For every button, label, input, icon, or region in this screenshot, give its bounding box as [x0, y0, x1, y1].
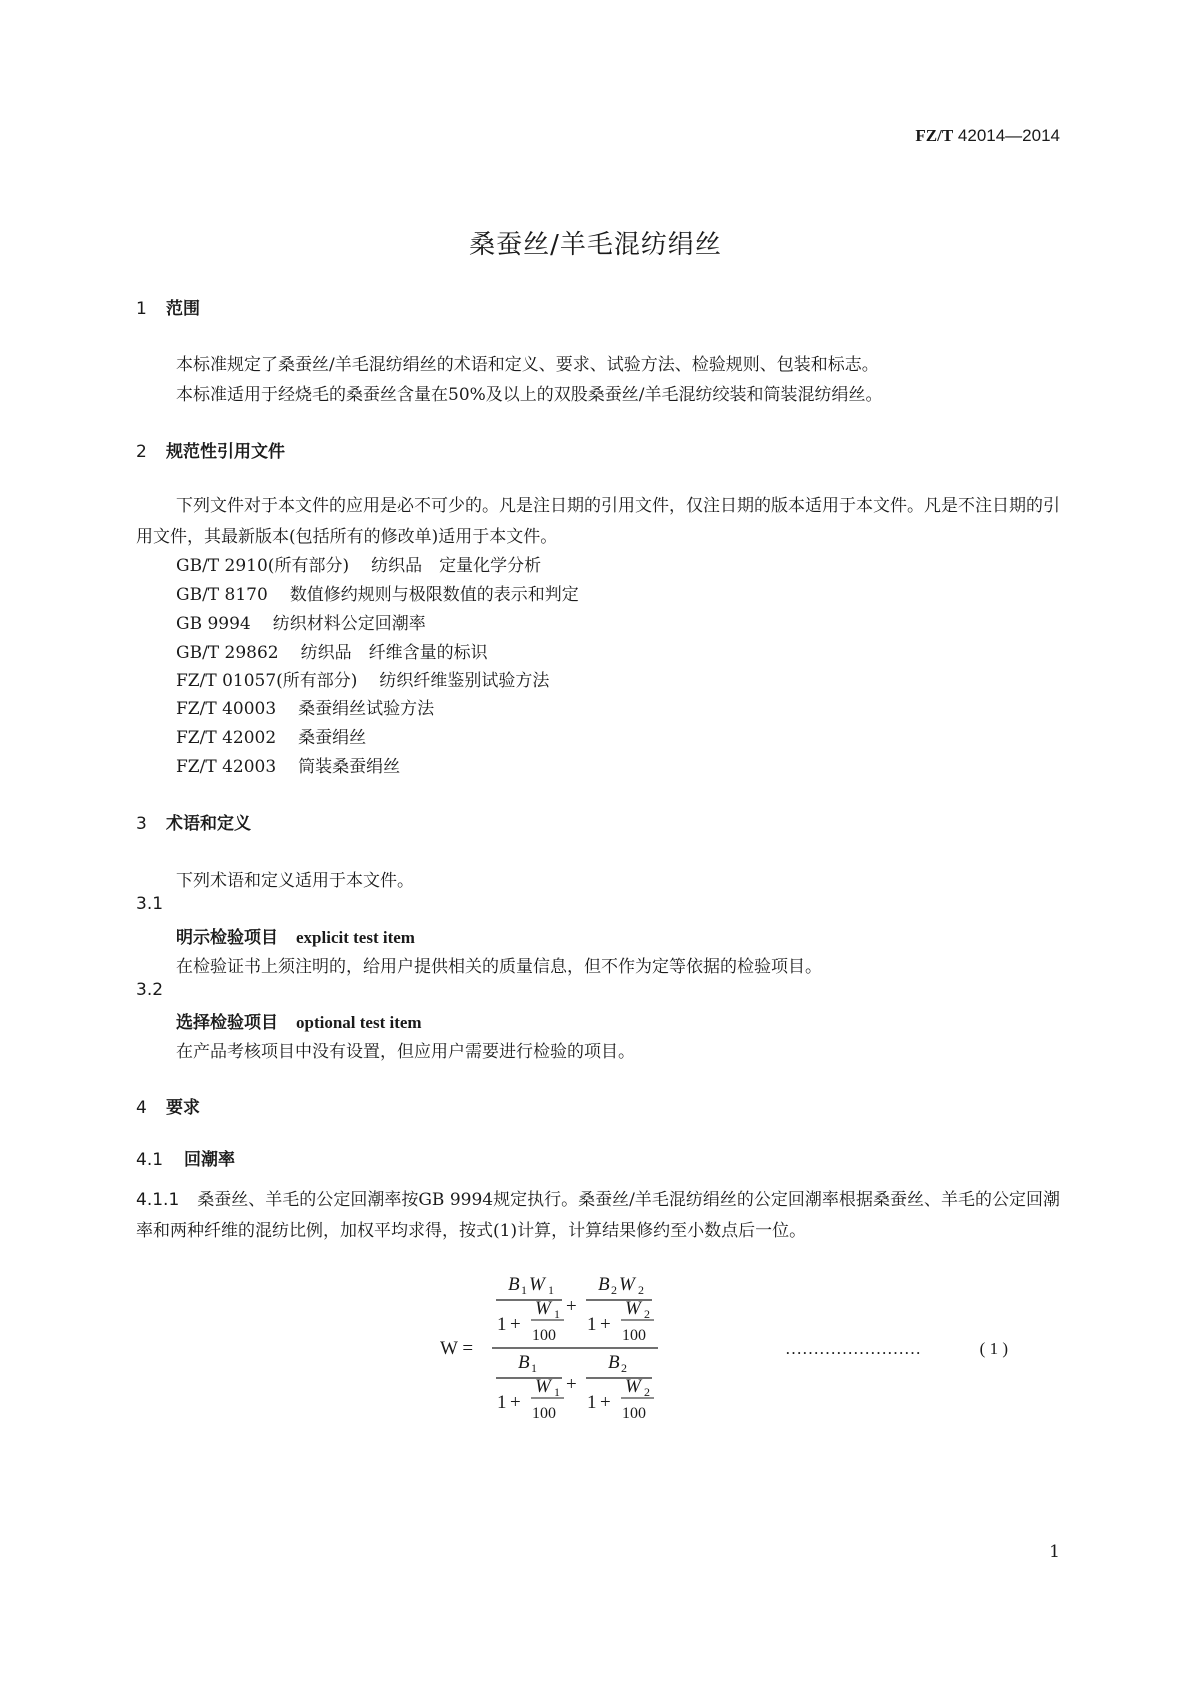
- term-definition: 在产品考核项目中没有设置，但应用户需要进行检验的项目。: [176, 1042, 635, 1062]
- reference-item: GB 9994 纺织材料公定回潮率: [176, 614, 426, 634]
- formula-sub: 1: [521, 1283, 527, 1297]
- section-4-heading: 4 要求: [136, 1098, 200, 1118]
- reference-item: FZ/T 42002 桑蚕绢丝: [176, 728, 367, 748]
- clause-text: 桑蚕丝、羊毛的公定回潮率按GB 9994规定执行。桑蚕丝/羊毛混纺绢丝的公定回潮率根据桑蚕丝、羊毛的公定回潮率和两种纤维的混纺比例，加权平均求得，按式(1)计算，计算结果修约至小数点后一位。: [136, 1190, 1060, 1241]
- equation-number: ( 1 ): [979, 1339, 1008, 1358]
- formula-w: W: [619, 1274, 635, 1295]
- formula-sub: 2: [638, 1283, 644, 1297]
- formula-plus: +: [510, 1392, 521, 1413]
- section-2-heading: 2 规范性引用文件: [136, 442, 285, 462]
- section-1-paragraph-2: 本标准适用于经烧毛的桑蚕丝含量在50%及以上的双股桑蚕丝/羊毛混纺绞装和筒装混纺绢丝。: [176, 385, 883, 405]
- section-2-intro: 下列文件对于本文件的应用是必不可少的。凡是注日期的引用文件，仅注日期的版本适用于本文件。凡是不注日期的引用文件，其最新版本(包括所有的修改单)适用于本文件。: [136, 496, 1060, 547]
- formula-b1: B: [518, 1352, 530, 1373]
- term-heading: 明示检验项目 explicit test item: [176, 928, 415, 948]
- moisture-regain-formula: [440, 1268, 1040, 1428]
- section-1-paragraph-1: 本标准规定了桑蚕丝/羊毛混纺绢丝的术语和定义、要求、试验方法、检验规则、包装和标志。: [176, 355, 879, 375]
- reference-item: FZ/T 01057(所有部分) 纺织纤维鉴别试验方法: [176, 671, 550, 691]
- section-3-heading: 3 术语和定义: [136, 814, 251, 834]
- section-3-intro: 下列术语和定义适用于本文件。: [176, 871, 414, 891]
- formula-sub: 1: [548, 1283, 554, 1297]
- term-definition: 在检验证书上须注明的，给用户提供相关的质量信息，但不作为定等依据的检验项目。: [176, 957, 822, 977]
- clause-number: 4.1.1: [136, 1190, 180, 1210]
- formula-plus: +: [566, 1374, 577, 1395]
- formula-w: W: [535, 1298, 551, 1319]
- formula-hundred: 100: [532, 1405, 556, 1422]
- formula-w: W: [625, 1376, 641, 1397]
- term-heading: 选择检验项目 optional test item: [176, 1013, 422, 1033]
- formula-one: 1: [497, 1392, 507, 1413]
- formula-w: W: [625, 1298, 641, 1319]
- formula-plus: +: [600, 1392, 611, 1413]
- section-4-1-heading: 4.1 回潮率: [136, 1150, 235, 1170]
- formula-hundred: 100: [622, 1327, 646, 1344]
- formula-one: 1: [497, 1314, 507, 1335]
- formula-plus: +: [566, 1296, 577, 1317]
- reference-item: FZ/T 42003 筒装桑蚕绢丝: [176, 757, 401, 777]
- term-number: 3.1: [136, 894, 164, 914]
- formula-sub: 2: [611, 1283, 617, 1297]
- formula-w: W: [529, 1274, 545, 1295]
- section-1-heading: 1 范围: [136, 299, 200, 319]
- formula-b2: B: [598, 1274, 610, 1295]
- formula-dots: ……………………: [785, 1339, 921, 1358]
- clause-4-1-1: [136, 1185, 1060, 1247]
- formula-one: 1: [587, 1314, 597, 1335]
- formula-one: 1: [587, 1392, 597, 1413]
- page-number: 1: [1049, 1542, 1060, 1562]
- reference-item: GB/T 8170 数值修约规则与极限数值的表示和判定: [176, 585, 579, 605]
- reference-item: FZ/T 40003 桑蚕绢丝试验方法: [176, 699, 435, 719]
- formula-plus: +: [510, 1314, 521, 1335]
- term-number: 3.2: [136, 980, 164, 1000]
- formula-b1: B: [508, 1274, 520, 1295]
- formula-sub: 1: [554, 1307, 560, 1321]
- reference-item: GB/T 2910(所有部分) 纺织品 定量化学分析: [176, 556, 542, 576]
- standard-number: FZ/T 42014—2014: [915, 126, 1060, 145]
- formula-sub: 1: [554, 1385, 560, 1399]
- formula-w: W: [535, 1376, 551, 1397]
- formula-b2: B: [608, 1352, 620, 1373]
- document-title: 桑蚕丝/羊毛混纺绢丝: [469, 230, 722, 260]
- formula-sub: 2: [644, 1307, 650, 1321]
- formula-sub: 2: [621, 1361, 627, 1375]
- formula-plus: +: [600, 1314, 611, 1335]
- formula-hundred: 100: [622, 1405, 646, 1422]
- formula-lhs: W =: [440, 1338, 474, 1359]
- formula-sub: 1: [531, 1361, 537, 1375]
- reference-item: GB/T 29862 纺织品 纤维含量的标识: [176, 643, 488, 663]
- formula-sub: 2: [644, 1385, 650, 1399]
- formula-hundred: 100: [532, 1327, 556, 1344]
